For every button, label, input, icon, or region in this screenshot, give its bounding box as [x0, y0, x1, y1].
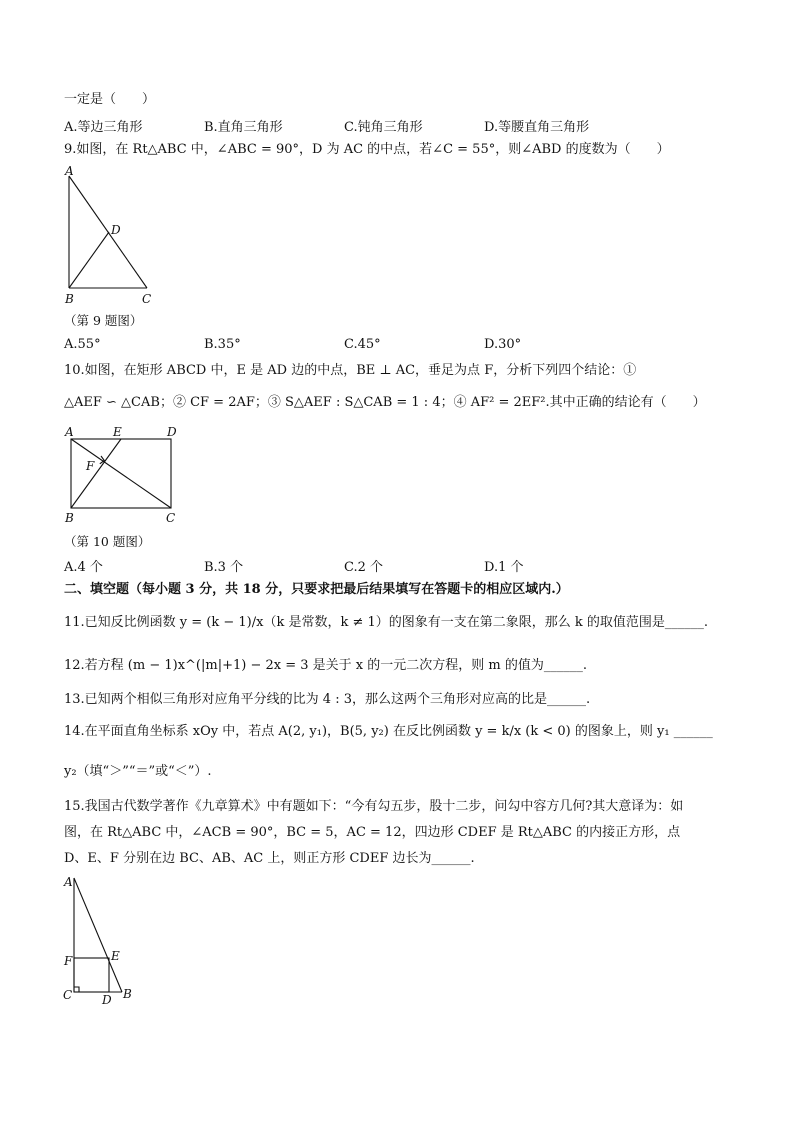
q9-segment-bd	[69, 232, 109, 288]
q10-label-f: F	[86, 459, 95, 473]
q10-stem-line1: 10.如图，在矩形 ABCD 中，E 是 AD 边的中点，BE ⊥ AC，垂足为点 F，分析下列四个结论：①	[64, 363, 637, 378]
q9-option-b: B.35°	[204, 337, 241, 352]
q9-figure	[60, 162, 170, 312]
q11-text: 11.已知反比例函数 y = (k − 1)/x（k 是常数，k ≠ 1）的图象有一支在第二象限，那么 k 的取值范围是______.	[64, 615, 709, 630]
q15-label-e: E	[111, 949, 120, 963]
q10-option-d: D.1 个	[484, 560, 524, 575]
q8-option-c: C.钝角三角形	[344, 120, 423, 135]
q9-stem: 9.如图，在 Rt△ABC 中，∠ABC = 90°，D 为 AC 的中点，若∠C = 55°，则∠ABD 的度数为（ ）	[64, 142, 670, 157]
q15-right-angle-mark	[74, 987, 79, 992]
q12-text: 12.若方程 (m − 1)x^(|m|+1) − 2x = 3 是关于 x 的一元二次方程，则 m 的值为______.	[64, 658, 587, 673]
q15-line1: 15.我国古代数学著作《九章算术》中有题如下：“今有勾五步，股十二步，问勾中容方几何?其大意译为：如	[64, 799, 684, 814]
q9-label-c: C	[142, 292, 152, 306]
q14-line1: 14.在平面直角坐标系 xOy 中，若点 A(2, y₁)，B(5, y₂) 在反比例函数 y = k/x (k < 0) 的图象上，则 y₁ ______	[64, 724, 713, 739]
q9-option-c: C.45°	[344, 337, 381, 352]
q8-tail: 一定是（ ）	[64, 92, 156, 107]
q10-option-b: B.3 个	[204, 560, 244, 575]
q10-label-b: B	[65, 511, 74, 525]
q10-segment-be	[71, 439, 121, 508]
q9-caption: （第 9 题图）	[64, 313, 143, 328]
q9-label-b: B	[65, 292, 74, 306]
q8-options	[64, 116, 624, 134]
q14-line2: y₂（填“＞”“＝”或“＜”）.	[64, 764, 212, 779]
section2-title: 二、填空题（每小题 3 分，共 18 分，只要求把最后结果填写在答题卡的相应区域内.）	[64, 582, 569, 597]
q9-option-d: D.30°	[484, 337, 522, 352]
q10-caption: （第 10 题图）	[64, 534, 151, 549]
q10-label-a: A	[65, 425, 74, 439]
q8-option-d: D.等腰直角三角形	[484, 120, 590, 135]
q10-options	[64, 556, 624, 574]
q15-label-c: C	[63, 988, 73, 1002]
q15-label-a: A	[64, 875, 73, 889]
q10-option-c: C.2 个	[344, 560, 384, 575]
q15-label-d: D	[102, 993, 112, 1007]
q10-label-c: C	[166, 511, 176, 525]
q15-line2: 图，在 Rt△ABC 中，∠ACB = 90°，BC = 5，AC = 12，四边形 CDEF 是 Rt△ABC 的内接正方形，点	[64, 825, 681, 840]
q10-option-a: A.4 个	[64, 560, 103, 575]
q10-label-e: E	[113, 425, 122, 439]
q9-option-a: A.55°	[64, 337, 101, 352]
q9-label-d: D	[111, 223, 121, 237]
q10-diagonal-ac	[71, 439, 171, 508]
q10-figure	[60, 422, 190, 532]
q10-stem-line2: △AEF ∽ △CAB；② CF = 2AF；③ S△AEF : S△CAB = 1 : 4；④ AF² = 2EF².其中正确的结论有（ ）	[64, 395, 706, 410]
q15-figure	[58, 872, 148, 1007]
q9-options	[64, 337, 624, 355]
q13-text: 13.已知两个相似三角形对应角平分线的比为 4 : 3，那么这两个三角形对应高的比是______.	[64, 692, 591, 707]
q8-option-b: B.直角三角形	[204, 120, 283, 135]
q15-label-f: F	[64, 954, 73, 968]
q9-label-a: A	[65, 164, 74, 178]
q10-label-d: D	[167, 425, 177, 439]
q15-line3: D、E、F 分别在边 BC、AB、AC 上，则正方形 CDEF 边长为______.	[64, 851, 475, 866]
q15-label-b: B	[123, 987, 132, 1001]
q8-option-a: A.等边三角形	[64, 120, 143, 135]
q15-segment-ab	[74, 878, 122, 992]
